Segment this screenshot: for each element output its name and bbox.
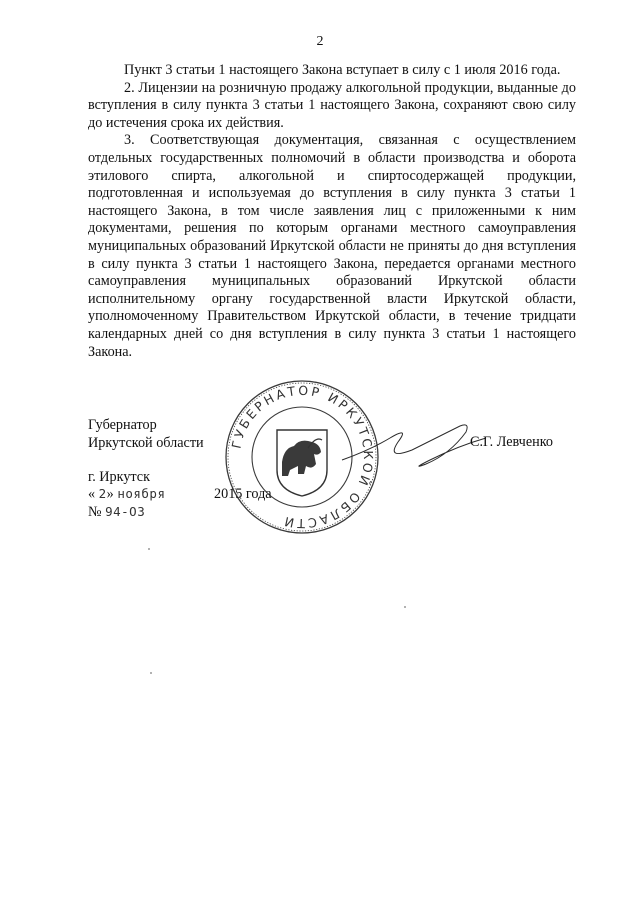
- paragraph-licenses: 2. Лицензии на розничную продажу алкогольной продукции, выданные до вступления в силу пункта 3 статьи 1 настоящего Закона, сохраняют свою силу до истечения срока их действия.: [88, 79, 576, 131]
- signatory-title-line1: Губернатор: [88, 417, 157, 433]
- scan-speck: [148, 548, 150, 550]
- handwritten-signature: [340, 420, 490, 480]
- seal-text: ГУБЕРНАТОР ИРКУТСКОЙ ОБЛАСТИ: [228, 382, 377, 532]
- law-number-line: [88, 504, 145, 521]
- signatory-title: [88, 416, 204, 452]
- date-year: 2015 года: [214, 486, 272, 502]
- signatory-name: С.Г. Левченко: [470, 434, 553, 450]
- date-day: 2: [98, 486, 107, 501]
- date-close-quote: »: [106, 486, 114, 502]
- page-number: 2: [316, 34, 324, 49]
- date-open-quote: «: [88, 486, 96, 502]
- signatory-title-line2: Иркутской области: [88, 435, 204, 451]
- law-number: 94-ОЗ: [105, 504, 146, 519]
- number-sign: №: [88, 504, 102, 520]
- signing-date: [88, 486, 272, 503]
- law-body-text: [88, 62, 576, 361]
- scan-speck: [404, 606, 406, 608]
- paragraph-documentation: 3. Соответствующая документация, связанная с осуществлением отдельных государственных полномочий в области производства и оборота этилового спирта, алкогольной и спиртосодержащей продукции, подготовленная и используемая до вступления в силу пункта 3 статьи 1 настоящего Закона, в том числе заявления лиц с приложенными к ним документами, решения по которым органами местного самоуправления муниципальных образований Иркутской области не приняты до дня вступления в силу пункта 3 статьи 1 настоящего Закона, передается органами местного самоуправления муниципальных образований Иркутской области исполнительному органу государственной власти Иркутской области, уполномоченному Правительством Иркутской области, в течение тридцати календарных дней со дня вступления в силу пункта 3 статьи 1 настоящего Закона.: [88, 132, 576, 360]
- coat-of-arms-icon: [277, 430, 327, 496]
- date-month: ноября: [117, 486, 166, 501]
- place-of-signing: г. Иркутск: [88, 469, 150, 485]
- scan-speck: [150, 672, 152, 674]
- paragraph-effective-date: Пункт 3 статьи 1 настоящего Закона вступает в силу с 1 июля 2016 года.: [124, 62, 561, 78]
